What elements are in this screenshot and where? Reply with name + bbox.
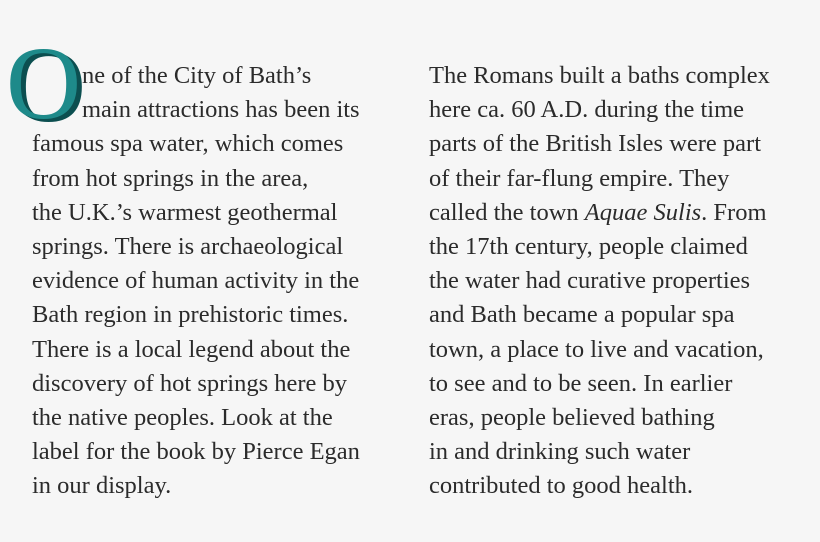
text-line: the 17th century, people claimed (429, 232, 748, 260)
text-line: famous spa water, which comes (32, 130, 344, 158)
text-line: to see and to be seen. In earlier (429, 369, 733, 397)
text-segment: called the town (429, 198, 585, 226)
text-line: There is a local legend about the (32, 335, 351, 363)
text-line: springs. There is archaeological (32, 232, 344, 260)
text-line: here ca. 60 A.D. during the time (429, 96, 745, 124)
text-line: the U.K.’s warmest geothermal (32, 198, 338, 226)
text-line: label for the book by Pierce Egan (32, 438, 360, 466)
text-line: eras, people believed bathing (429, 403, 715, 431)
text-line: contributed to good health. (429, 472, 693, 500)
text-line: The Romans built a baths complex (429, 62, 770, 89)
text-line: in our display. (32, 472, 172, 500)
text-line: ne of the City of Bath’s (82, 62, 312, 89)
text-line (429, 196, 770, 230)
text-line: evidence of human activity in the (32, 267, 360, 295)
text-line: main attractions has been its (82, 96, 360, 124)
left-column (32, 59, 360, 503)
text-line: Bath region in prehistoric times. (32, 301, 349, 329)
text-line: of their far-flung empire. They (429, 164, 730, 192)
text-line: discovery of hot springs here by (32, 369, 348, 397)
text-segment: . From (701, 198, 767, 226)
italic-place-name: Aquae Sulis (584, 198, 702, 226)
text-line: and Bath became a popular spa (429, 301, 735, 329)
text-line: in and drinking such water (429, 438, 691, 466)
right-column (429, 59, 770, 503)
text-line: from hot springs in the area, (32, 164, 309, 192)
drop-cap: O (6, 26, 82, 141)
text-line: the water had curative properties (429, 267, 751, 295)
text-line: parts of the British Isles were part (429, 130, 762, 158)
text-line: town, a place to live and vacation, (429, 335, 764, 363)
text-line: the native peoples. Look at the (32, 403, 333, 431)
